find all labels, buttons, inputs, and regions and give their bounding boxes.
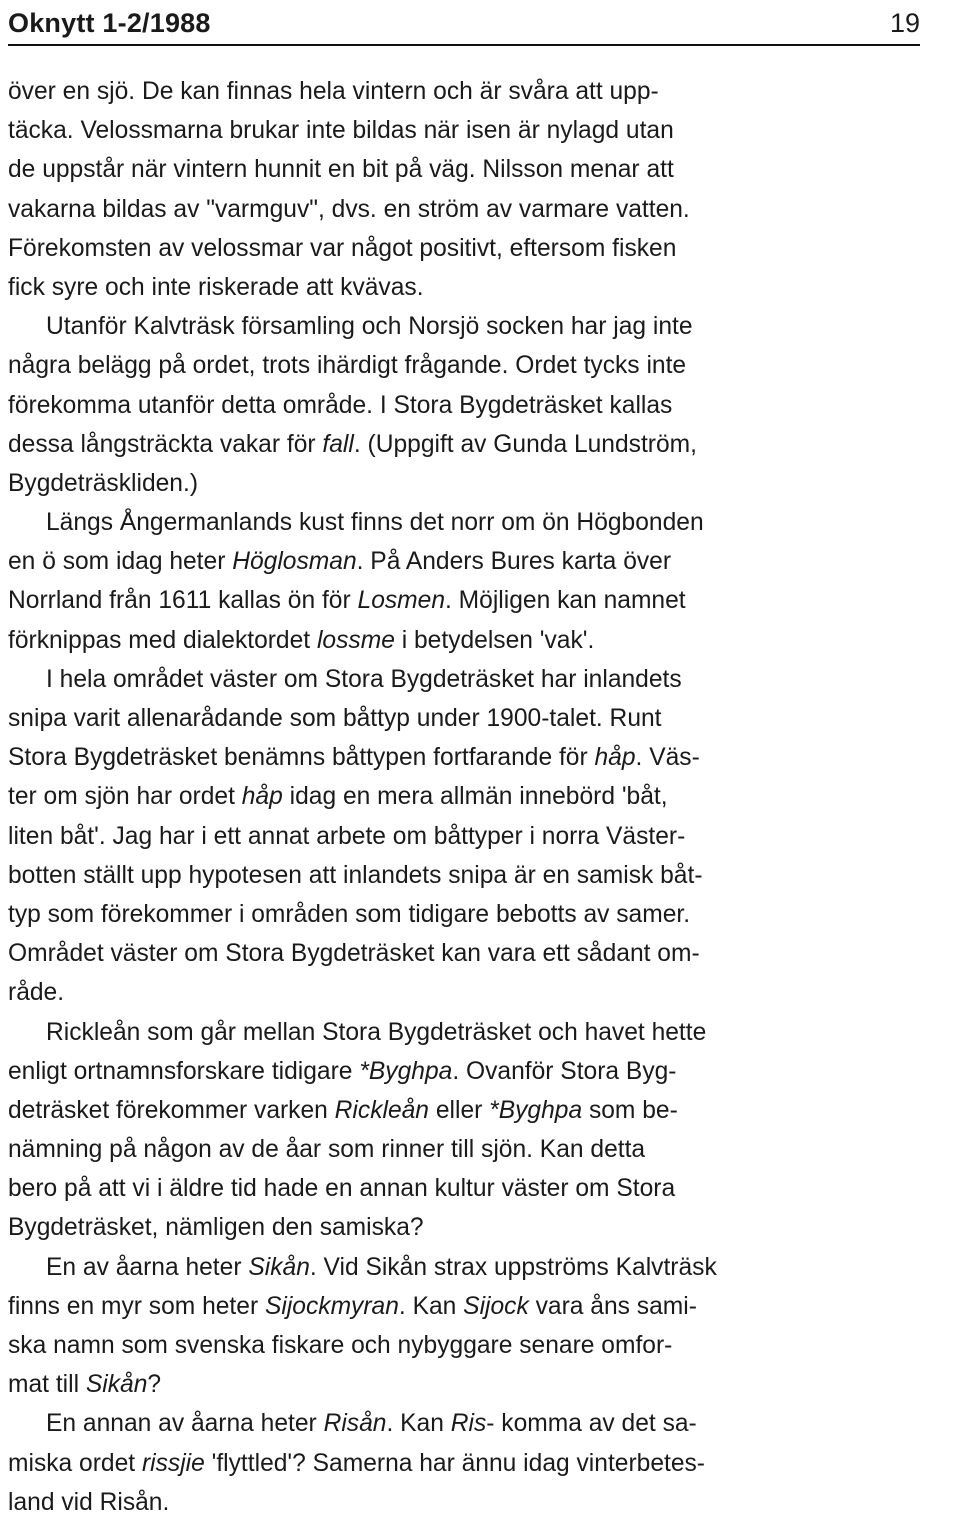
italic-term: *Byghpa: [359, 1057, 453, 1085]
text-segment: ska namn som svenska fiskare och nybyggare senare omfor-: [8, 1332, 673, 1359]
text-line: [8, 72, 944, 111]
text-line: [8, 817, 944, 856]
text-segment: miska ordet: [8, 1449, 142, 1477]
italic-term: Höglosman: [232, 548, 357, 576]
text-line: [8, 307, 944, 346]
text-line: [8, 464, 944, 503]
text-line: [8, 621, 944, 660]
text-line: [8, 1404, 944, 1443]
text-segment: . Väs-: [635, 744, 700, 772]
text-line: [8, 1444, 944, 1483]
article-body: [8, 72, 944, 1522]
italic-term: *Byghpa: [489, 1096, 583, 1124]
text-line: [8, 1208, 944, 1247]
text-line: [8, 934, 944, 973]
text-segment: . Kan: [398, 1292, 464, 1320]
text-line: [8, 856, 944, 895]
text-segment: land vid Risån.: [8, 1488, 170, 1516]
text-line: [8, 699, 944, 738]
text-segment: över en sjö. De kan finnas hela vintern och är svåra att upp-: [8, 78, 659, 105]
text-segment: Längs Ångermanlands kust finns det norr om ön Högbonden: [46, 509, 704, 537]
text-segment: ?: [147, 1371, 162, 1399]
text-line: [8, 346, 944, 385]
text-segment: idag en mera allmän innebörd 'båt,: [282, 783, 668, 811]
text-line: [8, 1287, 944, 1326]
text-segment: Rickleån som går mellan Stora Bygdeträsket och havet hette: [46, 1018, 707, 1046]
text-line: [8, 229, 944, 268]
text-line: [8, 268, 944, 307]
text-segment: snipa varit allenarådande som båttyp under 1900-talet. Runt: [8, 705, 662, 732]
text-segment: dessa långsträckta vakar för: [8, 430, 323, 458]
italic-term: Ris: [450, 1410, 487, 1438]
text-segment: . (Uppgift av Gunda Lundström,: [353, 430, 697, 458]
text-line: [8, 1326, 944, 1365]
text-line: [8, 660, 944, 699]
text-line: [8, 190, 944, 229]
text-segment: . Vid Sikån strax uppströms Kalvträsk: [309, 1253, 717, 1281]
text-segment: i betydelsen 'vak'.: [394, 626, 595, 654]
text-line: [8, 386, 944, 425]
text-segment: Bygdeträskliden.): [8, 469, 199, 497]
text-segment: - komma av det sa-: [486, 1410, 697, 1438]
text-segment: som be-: [582, 1096, 678, 1124]
italic-term: håp: [241, 783, 283, 811]
text-segment: . Möjligen kan namnet: [445, 587, 686, 615]
journal-title: Oknytt 1-2/1988: [8, 8, 211, 38]
text-segment: . På Anders Bures karta över: [356, 548, 672, 576]
text-line: [8, 542, 944, 581]
text-segment: råde.: [8, 979, 65, 1007]
text-segment: Förekomsten av velossmar var något positivt, eftersom fisken: [8, 234, 677, 262]
text-segment: Norrland från 1611 kallas ön för: [8, 587, 358, 615]
text-segment: finns en myr som heter: [8, 1292, 265, 1320]
text-line: [8, 150, 944, 189]
text-line: [8, 1013, 944, 1052]
text-segment: en ö som idag heter: [8, 548, 233, 576]
text-segment: Stora Bygdeträsket benämns båttypen fortfarande för: [8, 744, 595, 772]
text-segment: botten ställt upp hypotesen att inlandets snipa är en samisk båt-: [8, 861, 703, 889]
text-segment: förekomma utanför detta område. I Stora Bygdeträsket kallas: [8, 391, 673, 419]
page-number: 19: [889, 8, 920, 38]
text-segment: . Ovanför Stora Byg-: [452, 1057, 677, 1085]
text-segment: nämning på någon av de åar som rinner till sjön. Kan detta: [8, 1136, 646, 1164]
italic-term: Sikån: [85, 1371, 148, 1399]
text-segment: typ som förekommer i områden som tidigare bebotts av samer.: [8, 900, 691, 928]
italic-term: lossme: [316, 626, 395, 654]
text-segment: liten båt'. Jag har i ett annat arbete om båttyper i norra Väster-: [8, 822, 686, 850]
text-line: [8, 1169, 944, 1208]
text-line: [8, 1365, 944, 1404]
italic-term: Sijock: [463, 1292, 529, 1320]
text-segment: 'flyttled'? Samerna har ännu idag vinterbetes-: [204, 1449, 705, 1477]
text-segment: enligt ortnamnsforskare tidigare: [8, 1057, 360, 1085]
text-segment: deträsket förekommer varken: [8, 1096, 335, 1124]
text-segment: de uppstår när vintern hunnit en bit på väg. Nilsson menar att: [8, 156, 674, 184]
text-line: [8, 1052, 944, 1091]
text-segment: mat till: [8, 1371, 86, 1399]
italic-term: Sijockmyran: [264, 1292, 399, 1320]
text-line: [8, 581, 944, 620]
page-header: [8, 8, 920, 46]
italic-term: Rickleån: [334, 1096, 429, 1124]
text-segment: eller: [429, 1096, 490, 1124]
italic-term: Sikån: [248, 1253, 310, 1281]
text-segment: En av åarna heter: [46, 1253, 249, 1281]
text-segment: En annan av åarna heter: [46, 1410, 324, 1438]
text-line: [8, 738, 944, 777]
text-line: [8, 895, 944, 934]
text-segment: Bygdeträsket, nämligen den samiska?: [8, 1214, 424, 1242]
italic-term: Losmen: [357, 587, 446, 615]
text-line: [8, 1248, 944, 1287]
text-line: [8, 1091, 944, 1130]
text-line: [8, 973, 944, 1012]
text-segment: vara åns sami-: [528, 1292, 697, 1320]
text-segment: I hela området väster om Stora Bygdeträsket har inlandets: [46, 665, 682, 693]
italic-term: fall: [322, 430, 354, 458]
text-segment: ter om sjön har ordet: [8, 783, 242, 811]
text-segment: täcka. Velossmarna brukar inte bildas när isen är nylagd utan: [8, 117, 674, 145]
text-segment: några belägg på ordet, trots ihärdigt frågande. Ordet tycks inte: [8, 352, 687, 380]
text-line: [8, 425, 944, 464]
text-segment: Utanför Kalvträsk församling och Norsjö socken har jag inte: [46, 313, 693, 341]
italic-term: håp: [594, 744, 636, 772]
text-line: [8, 777, 944, 816]
text-line: [8, 1483, 944, 1522]
italic-term: Risån: [323, 1410, 387, 1438]
text-line: [8, 1130, 944, 1169]
text-segment: vakarna bildas av "varmguv", dvs. en ström av varmare vatten.: [8, 195, 690, 223]
text-line: [8, 111, 944, 150]
italic-term: rissjie: [141, 1449, 205, 1477]
text-segment: . Kan: [386, 1410, 451, 1438]
text-segment: förknippas med dialektordet: [8, 626, 317, 654]
text-line: [8, 503, 944, 542]
text-segment: fick syre och inte riskerade att kvävas.: [8, 273, 424, 301]
text-segment: bero på att vi i äldre tid hade en annan kultur väster om Stora: [8, 1175, 676, 1203]
text-segment: Området väster om Stora Bygdeträsket kan vara ett sådant om-: [8, 940, 700, 968]
